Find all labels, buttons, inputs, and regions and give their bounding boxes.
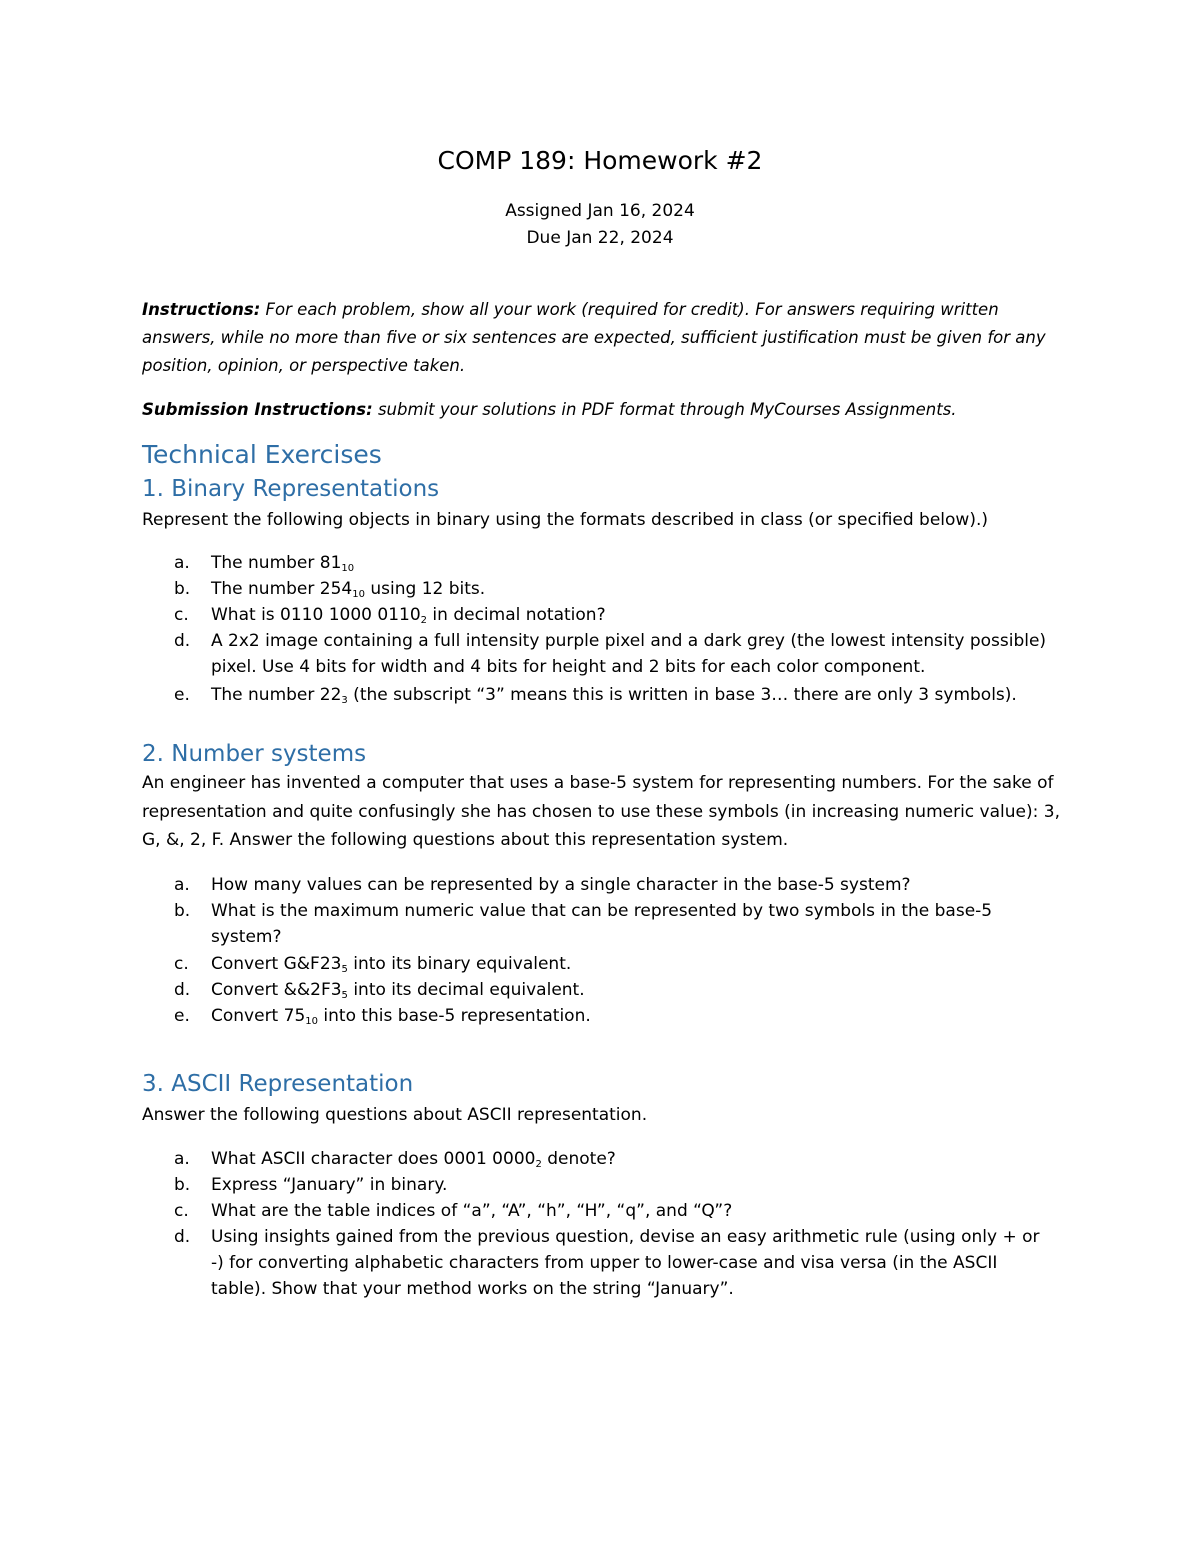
- assigned-date: Assigned Jan 16, 2024: [505, 201, 695, 221]
- item-text: How many values can be represented by a single character in the base-5 system?: [211, 875, 911, 895]
- due-date: Due Jan 22, 2024: [526, 228, 674, 248]
- item-text-tail: into this base-5 representation.: [318, 1006, 591, 1026]
- item-text-tail: in decimal notation?: [427, 605, 606, 625]
- item-text: A 2x2 image containing a full intensity purple pixel and a dark grey (the lowest intensity possible) pixel. Use 4 bits for width and 4 bits for height and 2 bits for each color component.: [211, 631, 1047, 677]
- subscript: 5: [341, 990, 348, 1001]
- q1-item-b: [174, 576, 1054, 602]
- document-title: COMP 189: Homework #2: [437, 146, 763, 175]
- item-text: The number 81: [211, 553, 342, 573]
- item-label: a.: [174, 553, 190, 573]
- item-text: What are the table indices of “a”, “A”, “h”, “H”, “q”, and “Q”?: [211, 1201, 733, 1221]
- q1-item-c: [174, 602, 1054, 628]
- item-text: The number 22: [211, 685, 342, 705]
- item-label: c.: [174, 1201, 189, 1221]
- q2-intro: An engineer has invented a computer that uses a base-5 system for representing numbers. For the sake of representation and quite confusingly she has chosen to use these symbols (in increasing numeric value): 3, G, &, 2, F. Answer the following questions about this representation system.: [142, 773, 1060, 850]
- subscript: 10: [352, 589, 365, 600]
- item-text: What ASCII character does 0001 0000: [211, 1149, 536, 1169]
- item-label: b.: [174, 579, 191, 599]
- item-label: d.: [174, 980, 191, 1000]
- item-text: The number 254: [211, 579, 353, 599]
- q3-item-d: [174, 1224, 1054, 1302]
- item-text: Using insights gained from the previous question, devise an easy arithmetic rule (using only + or -) for converting alphabetic characters from upper to lower-case and visa versa (in the ASCII table). Show that your method works on the string “January”.: [211, 1227, 1040, 1299]
- q2-item-b: [174, 898, 1054, 950]
- item-text: What is the maximum numeric value that can be represented by two symbols in the base-5 system?: [211, 901, 993, 947]
- item-label: d.: [174, 1227, 191, 1247]
- item-label: c.: [174, 605, 189, 625]
- q2-item-d: [174, 977, 1054, 1003]
- item-text-tail: denote?: [541, 1149, 616, 1169]
- item-text: Convert 75: [211, 1006, 306, 1026]
- item-text-tail: (the subscript “3” means this is written in base 3… there are only 3 symbols).: [347, 685, 1017, 705]
- item-label: e.: [174, 1006, 190, 1026]
- q3-heading: 3. ASCII Representation: [142, 1071, 414, 1097]
- submission-text: submit your solutions in PDF format through MyCourses Assignments.: [372, 400, 957, 419]
- item-label: b.: [174, 901, 191, 921]
- q2-item-a: [174, 872, 1054, 898]
- subscript: 3: [341, 695, 348, 706]
- subscript: 10: [305, 1016, 318, 1027]
- instructions-text: For each problem, show all your work (required for credit). For answers requiring written answers, while no more than five or six sentences are expected, sufficient justification must be given for any position, opinion, or perspective taken.: [142, 300, 1046, 375]
- subscript: 5: [341, 964, 348, 975]
- q1-intro: Represent the following objects in binary using the formats described in class (or specified below).): [142, 510, 989, 530]
- item-text: Express “January” in binary.: [211, 1175, 448, 1195]
- q3-item-a: [174, 1146, 1054, 1172]
- item-text-tail: into its decimal equivalent.: [347, 980, 585, 1000]
- q1-item-d: [174, 628, 1054, 680]
- submission-paragraph: [142, 396, 1062, 424]
- item-text-tail: using 12 bits.: [364, 579, 486, 599]
- subscript: 2: [420, 615, 428, 626]
- q1-item-e: [174, 682, 1054, 708]
- section-heading-technical-exercises: Technical Exercises: [142, 440, 382, 469]
- instructions-paragraph: [142, 296, 1062, 380]
- item-text: What is 0110 1000 0110: [211, 605, 421, 625]
- q3-item-c: [174, 1198, 1054, 1224]
- instructions-label: Instructions:: [142, 300, 261, 319]
- item-text: Convert &&2F3: [211, 980, 342, 1000]
- q2-heading: 2. Number systems: [142, 741, 367, 767]
- submission-label: Submission Instructions:: [142, 400, 373, 419]
- q3-item-b: [174, 1172, 1054, 1198]
- item-text: Convert G&F23: [211, 954, 342, 974]
- item-text-tail: into its binary equivalent.: [347, 954, 572, 974]
- q1-heading: 1. Binary Representations: [142, 476, 440, 502]
- item-label: a.: [174, 875, 190, 895]
- item-label: b.: [174, 1175, 191, 1195]
- q2-item-e: [174, 1003, 1054, 1029]
- subscript: 2: [535, 1159, 542, 1170]
- item-label: a.: [174, 1149, 190, 1169]
- item-label: e.: [174, 685, 190, 705]
- q1-item-a: [174, 550, 1054, 576]
- q3-intro: Answer the following questions about ASCII representation.: [142, 1105, 648, 1125]
- item-label: d.: [174, 631, 191, 651]
- item-label: c.: [174, 954, 189, 974]
- subscript: 10: [341, 563, 355, 574]
- q2-item-c: [174, 951, 1054, 977]
